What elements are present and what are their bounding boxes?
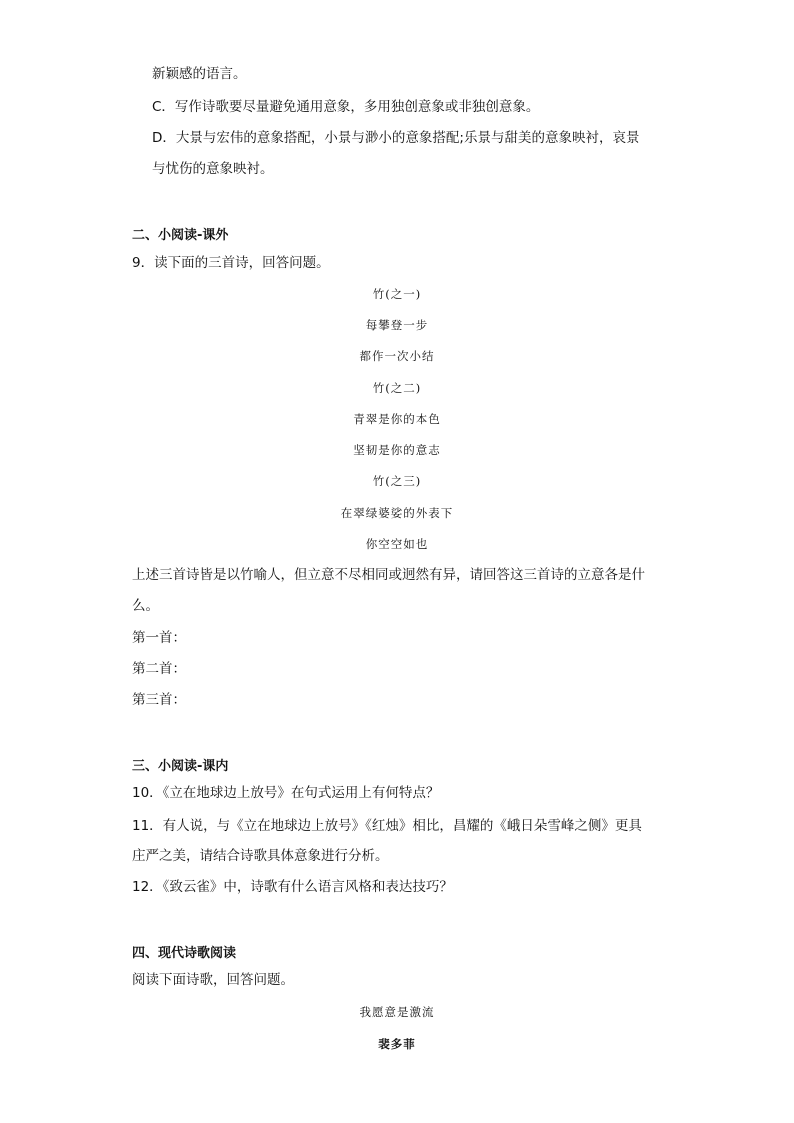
answer-label-1: 第一首： <box>132 630 186 646</box>
poem-line: 竹(之一) <box>372 287 422 301</box>
poem-line: 你空空如也 <box>365 537 429 551</box>
poem-line: 都作一次小结 <box>359 349 435 363</box>
poem-title: 我愿意是激流 <box>359 1005 435 1019</box>
option-d-line1: D．大景与宏伟的意象搭配，小景与渺小的意象搭配;乐景与甜美的意象映衬，哀景 <box>152 130 640 146</box>
question-9: 9．读下面的三首诗，回答问题。 <box>132 255 330 271</box>
question-9-prompt-cont: 么。 <box>132 598 159 614</box>
option-b-continuation: 新颖感的语言。 <box>152 66 247 82</box>
option-c: C．写作诗歌要尽量避免通用意象，多用独创意象或非独创意象。 <box>152 99 540 115</box>
poem-line: 竹(之三) <box>372 474 422 488</box>
section-4-instruction: 阅读下面诗歌，回答问题。 <box>132 972 294 988</box>
poem-line: 竹(之二) <box>372 381 422 395</box>
poem-line: 每攀登一步 <box>365 318 429 332</box>
answer-label-3: 第三首： <box>132 692 186 708</box>
question-12: 12．《致云雀》中，诗歌有什么语言风格和表达技巧？ <box>132 879 453 895</box>
question-11-line1: 11．有人说，与《立在地球边上放号》《红烛》相比，昌耀的《峨日朵雪峰之侧》更具 <box>132 818 642 834</box>
poem-line: 在翠绿婆娑的外表下 <box>340 506 454 520</box>
question-9-prompt: 上述三首诗皆是以竹喻人，但立意不尽相同或迥然有异，请回答这三首诗的立意各是什 <box>132 567 645 583</box>
poem-line: 青翠是你的本色 <box>353 412 441 426</box>
option-d-line2: 与忧伤的意象映衬。 <box>152 161 274 177</box>
section-heading-3: 三、小阅读-课内 <box>132 759 229 774</box>
question-11-line2: 庄严之美，请结合诗歌具体意象进行分析。 <box>132 848 389 864</box>
answer-label-2: 第二首： <box>132 661 186 677</box>
poem-line: 坚韧是你的意志 <box>353 443 441 457</box>
section-heading-4: 四、现代诗歌阅读 <box>132 946 237 961</box>
question-10: 10．《立在地球边上放号》在句式运用上有何特点？ <box>132 785 440 801</box>
section-heading-2: 二、小阅读-课外 <box>132 228 229 243</box>
poem-author: 裴多菲 <box>378 1037 416 1051</box>
